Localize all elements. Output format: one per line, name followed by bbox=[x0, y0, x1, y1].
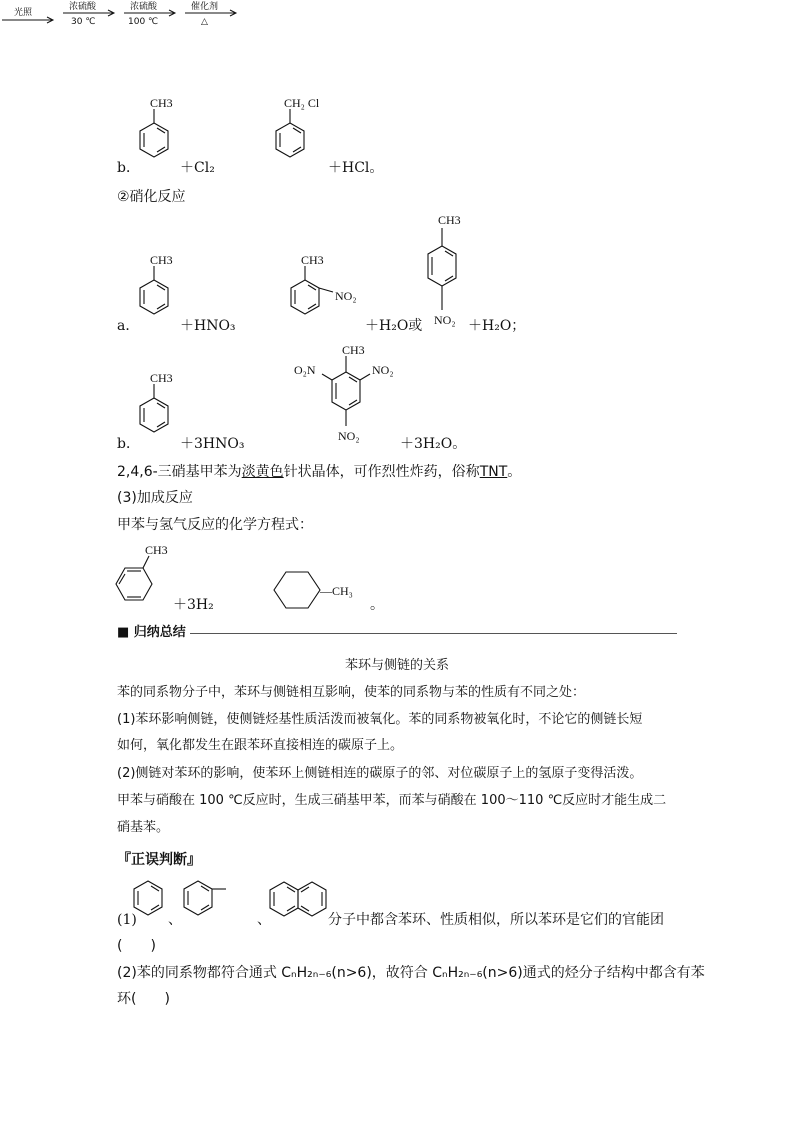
methylcyclohexane-structure bbox=[270, 568, 380, 618]
summary-p1-line1: (1)苯环影响侧链，使侧链烃基性质活泼而被氧化。苯的同系物被氧化时，不论它的侧链长短 bbox=[117, 712, 643, 727]
reaction-arrow bbox=[0, 6, 56, 28]
nitro-label: NO₂ bbox=[335, 289, 357, 303]
summary-p2-line3: 硝基苯。 bbox=[117, 820, 170, 835]
product-water-or: ＋H₂O或 bbox=[365, 318, 423, 334]
reaction-arrow bbox=[183, 0, 239, 28]
toluene-structure bbox=[182, 875, 252, 925]
tnt-text-1: 2,4,6-三硝基甲苯为 bbox=[117, 464, 242, 480]
q1-answer-blank[interactable]: ( ) bbox=[117, 938, 156, 954]
condition-temp: 100 ℃ bbox=[128, 17, 159, 27]
nitro-label: NO₂ bbox=[372, 363, 394, 377]
methyl-label: CH3 bbox=[150, 253, 173, 267]
reaction-arrow bbox=[122, 0, 178, 28]
item-label-a: a． bbox=[117, 318, 140, 334]
q1-separator: 、 bbox=[257, 912, 271, 928]
reagent-cl2: ＋Cl₂ bbox=[180, 160, 215, 176]
methyl-label: CH3 bbox=[301, 253, 324, 267]
item-label-b: b． bbox=[117, 436, 140, 452]
summary-rule bbox=[190, 633, 677, 634]
methyl-label: CH3 bbox=[150, 96, 173, 110]
q1-text: 分子中都含苯环、性质相似，所以苯环是它们的官能团 bbox=[328, 912, 664, 928]
summary-p2-line2: 甲苯与硝酸在 100 ℃反应时，生成三硝基甲苯，而苯与硝酸在 100～110 ℃反应时才能生成二 bbox=[117, 793, 667, 808]
reaction-arrow bbox=[61, 0, 117, 28]
tnt-alias: TNT bbox=[479, 464, 508, 480]
item-label-b: b． bbox=[117, 160, 140, 176]
nitro-label: NO₂ bbox=[434, 313, 456, 327]
condition-acid: 浓硫酸 bbox=[130, 2, 158, 12]
judge-heading: 『正误判断』 bbox=[117, 852, 201, 868]
addition-heading: (3)加成反应 bbox=[117, 490, 193, 506]
nitro-label: NO₂ bbox=[338, 429, 360, 443]
o-nitrotoluene-structure bbox=[285, 252, 375, 332]
naphthalene-structure bbox=[268, 876, 328, 922]
q1-separator: 、 bbox=[168, 912, 182, 928]
q2-line2[interactable]: 环( ) bbox=[117, 991, 170, 1007]
condition-temp: 30 ℃ bbox=[71, 17, 96, 27]
methyl-label: —CH₃ bbox=[320, 584, 353, 598]
nitration-heading: ②硝化反应 bbox=[117, 189, 186, 205]
q1-number: (1) bbox=[117, 912, 137, 928]
benzene-structure bbox=[132, 875, 172, 925]
summary-intro: 苯的同系物分子中，苯环与侧链相互影响，使苯的同系物与苯的性质有不同之处： bbox=[117, 685, 586, 700]
methyl-label: CH3 bbox=[145, 543, 168, 557]
tnt-text-3: 。 bbox=[507, 464, 522, 480]
methyl-label: CH3 bbox=[342, 343, 365, 357]
summary-p2-line1: (2)侧链对苯环的影响，使苯环上侧链相连的碳原子的邻、对位碳原子上的氢原子变得活泼。 bbox=[117, 766, 643, 781]
tnt-structure bbox=[290, 340, 400, 450]
methyl-label: CH3 bbox=[150, 371, 173, 385]
chloromethyl-label: CH₂ Cl bbox=[284, 96, 320, 110]
summary-title: 苯环与侧链的关系 bbox=[344, 658, 449, 673]
addition-intro: 甲苯与氢气反应的化学方程式： bbox=[117, 517, 313, 533]
product-3water: ＋3H₂O。 bbox=[400, 436, 467, 452]
condition-light: 光照 bbox=[14, 8, 33, 18]
toluene-structure bbox=[115, 540, 175, 610]
condition-heat: △ bbox=[201, 17, 209, 27]
tnt-text-2: 针状晶体，可作烈性炸药，俗称 bbox=[283, 464, 480, 480]
tnt-sentence bbox=[117, 463, 521, 481]
condition-acid: 浓硫酸 bbox=[69, 2, 97, 12]
reagent-3hno3: ＋3HNO₃ bbox=[180, 436, 245, 452]
q2-line1: (2)苯的同系物都符合通式 CₙH₂ₙ₋₆(n>6)，故符合 CₙH₂ₙ₋₆(n>6)通式的烃分子结构中都含有苯 bbox=[117, 965, 705, 981]
reagent-hno3: ＋HNO₃ bbox=[180, 318, 236, 334]
reagent-3h2: ＋3H₂ bbox=[173, 597, 214, 613]
sentence-end: 。 bbox=[370, 597, 384, 613]
product-hcl: ＋HCl。 bbox=[328, 160, 384, 176]
summary-p1-line2: 如何，氧化都发生在跟苯环直接相连的碳原子上。 bbox=[117, 738, 404, 753]
product-water: ＋H₂O； bbox=[468, 318, 526, 334]
condition-catalyst: 催化剂 bbox=[191, 2, 219, 12]
tnt-color: 淡黄色 bbox=[241, 464, 284, 480]
methyl-label: CH3 bbox=[438, 213, 461, 227]
nitro-label: O₂N bbox=[294, 363, 316, 377]
summary-tag: ■ 归纳总结 bbox=[117, 625, 186, 640]
